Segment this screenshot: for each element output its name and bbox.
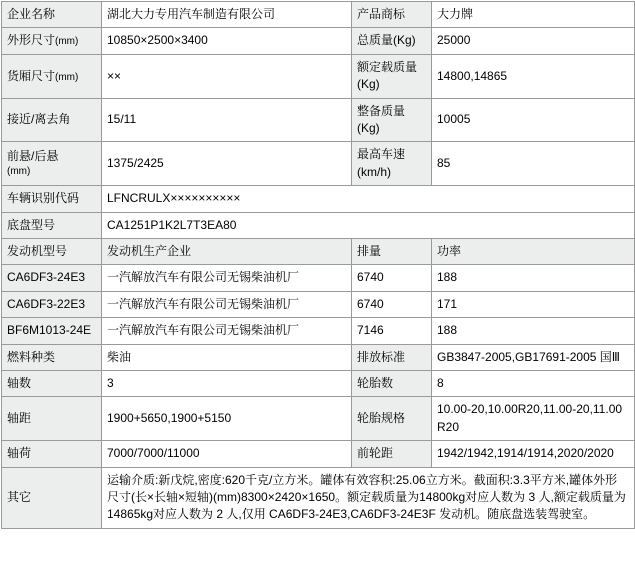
label-rated-load-text: 额定载质量 xyxy=(357,59,418,74)
label-curb-mass-text: 整备质量 xyxy=(357,103,406,118)
value-rated-load: 14800,14865 xyxy=(432,54,635,98)
label-wheelbase: 轴距 xyxy=(2,397,102,441)
value-emission-standard: GB3847-2005,GB17691-2005 国Ⅲ xyxy=(432,344,635,370)
value-gross-mass: 25000 xyxy=(432,28,635,55)
table-row xyxy=(2,212,635,238)
label-front-track: 前轮距 xyxy=(352,441,432,467)
value-tire-count: 8 xyxy=(432,370,635,396)
value-engine-manufacturer: 一汽解放汽车有限公司无锡柴油机厂 xyxy=(102,318,352,344)
label-axle-count: 轴数 xyxy=(2,370,102,396)
spec-table xyxy=(1,1,635,529)
label-cargo-box-dimensions-unit: (mm) xyxy=(55,71,79,83)
value-trademark: 大力牌 xyxy=(432,2,635,28)
label-front-rear-overhang xyxy=(2,142,102,186)
value-engine-power: 188 xyxy=(432,265,635,291)
table-row xyxy=(2,318,635,344)
label-company-name: 企业名称 xyxy=(2,2,102,28)
label-max-speed-unit: (km/h) xyxy=(357,164,391,179)
table-row xyxy=(2,142,635,186)
value-chassis-model: CA1251P1K2L7T3EA80 xyxy=(102,212,635,238)
table-row xyxy=(2,98,635,142)
label-engine-power: 功率 xyxy=(432,239,635,265)
value-overall-dimensions: 10850×2500×3400 xyxy=(102,28,352,55)
value-axle-count: 3 xyxy=(102,370,352,396)
table-row xyxy=(2,370,635,396)
label-other: 其它 xyxy=(2,467,102,528)
table-row xyxy=(2,54,635,98)
value-engine-displacement: 7146 xyxy=(352,318,432,344)
value-axle-load: 7000/7000/11000 xyxy=(102,441,352,467)
label-fuel-type: 燃料种类 xyxy=(2,344,102,370)
table-row xyxy=(2,441,635,467)
table-row xyxy=(2,28,635,55)
table-row xyxy=(2,344,635,370)
value-engine-manufacturer: 一汽解放汽车有限公司无锡柴油机厂 xyxy=(102,265,352,291)
value-curb-mass: 10005 xyxy=(432,98,635,142)
value-front-rear-overhang: 1375/2425 xyxy=(102,142,352,186)
value-engine-model: CA6DF3-24E3 xyxy=(2,265,102,291)
value-wheelbase: 1900+5650,1900+5150 xyxy=(102,397,352,441)
label-chassis-model: 底盘型号 xyxy=(2,212,102,238)
value-engine-power: 188 xyxy=(432,318,635,344)
value-cargo-box-dimensions: ×× xyxy=(102,54,352,98)
label-engine-model: 发动机型号 xyxy=(2,239,102,265)
value-engine-model: BF6M1013-24E xyxy=(2,318,102,344)
label-engine-manufacturer: 发动机生产企业 xyxy=(102,239,352,265)
table-row xyxy=(2,467,635,528)
table-row xyxy=(2,397,635,441)
label-tire-spec: 轮胎规格 xyxy=(352,397,432,441)
label-tire-count: 轮胎数 xyxy=(352,370,432,396)
label-overall-dimensions-text: 外形尺寸 xyxy=(7,33,56,48)
label-curb-mass xyxy=(352,98,432,142)
label-trademark: 产品商标 xyxy=(352,2,432,28)
value-front-track: 1942/1942,1914/1914,2020/2020 xyxy=(432,441,635,467)
label-cargo-box-dimensions xyxy=(2,54,102,98)
table-row xyxy=(2,2,635,28)
label-rated-load xyxy=(352,54,432,98)
value-engine-displacement: 6740 xyxy=(352,265,432,291)
label-rated-load-unit: (Kg) xyxy=(357,77,380,92)
value-engine-manufacturer: 一汽解放汽车有限公司无锡柴油机厂 xyxy=(102,291,352,317)
label-approach-departure-angle: 接近/离去角 xyxy=(2,98,102,142)
label-curb-mass-unit: (Kg) xyxy=(357,121,380,136)
table-row xyxy=(2,186,635,212)
label-max-speed xyxy=(352,142,432,186)
label-max-speed-text: 最高车速 xyxy=(357,147,406,162)
label-front-rear-overhang-text: 前悬/后悬 xyxy=(7,148,59,163)
value-approach-departure-angle: 15/11 xyxy=(102,98,352,142)
value-vin: LFNCRULX×××××××××× xyxy=(102,186,635,212)
value-tire-spec: 10.00-20,10.00R20,11.00-20,11.00R20 xyxy=(432,397,635,441)
label-engine-displacement: 排量 xyxy=(352,239,432,265)
value-max-speed: 85 xyxy=(432,142,635,186)
value-fuel-type: 柴油 xyxy=(102,344,352,370)
label-emission-standard: 排放标准 xyxy=(352,344,432,370)
table-row xyxy=(2,265,635,291)
label-front-rear-overhang-unit: (mm) xyxy=(7,166,31,178)
label-overall-dimensions xyxy=(2,28,102,55)
value-company-name: 湖北大力专用汽车制造有限公司 xyxy=(102,2,352,28)
table-row xyxy=(2,291,635,317)
value-engine-model: CA6DF3-22E3 xyxy=(2,291,102,317)
table-row xyxy=(2,239,635,265)
label-vin: 车辆识别代码 xyxy=(2,186,102,212)
label-gross-mass: 总质量(Kg) xyxy=(352,28,432,55)
label-axle-load: 轴荷 xyxy=(2,441,102,467)
value-engine-displacement: 6740 xyxy=(352,291,432,317)
value-other: 运输介质:新戊烷,密度:620千克/立方米。罐体有效容积:25.06立方米。截面积:3.3平方米,罐体外形尺寸(长×长轴×短轴)(mm)8300×2420×1650。额定载质量为14800kg对应人数为 3 人,额定载质量为 14865kg对应人数为 2 人,仅用 CA6DF3-24E3,CA6DF3-24E3F 发动机。随底盘选装驾驶室。 xyxy=(102,467,635,528)
label-overall-dimensions-unit: (mm) xyxy=(55,36,79,48)
value-engine-power: 171 xyxy=(432,291,635,317)
label-cargo-box-dimensions-text: 货厢尺寸 xyxy=(7,68,56,83)
